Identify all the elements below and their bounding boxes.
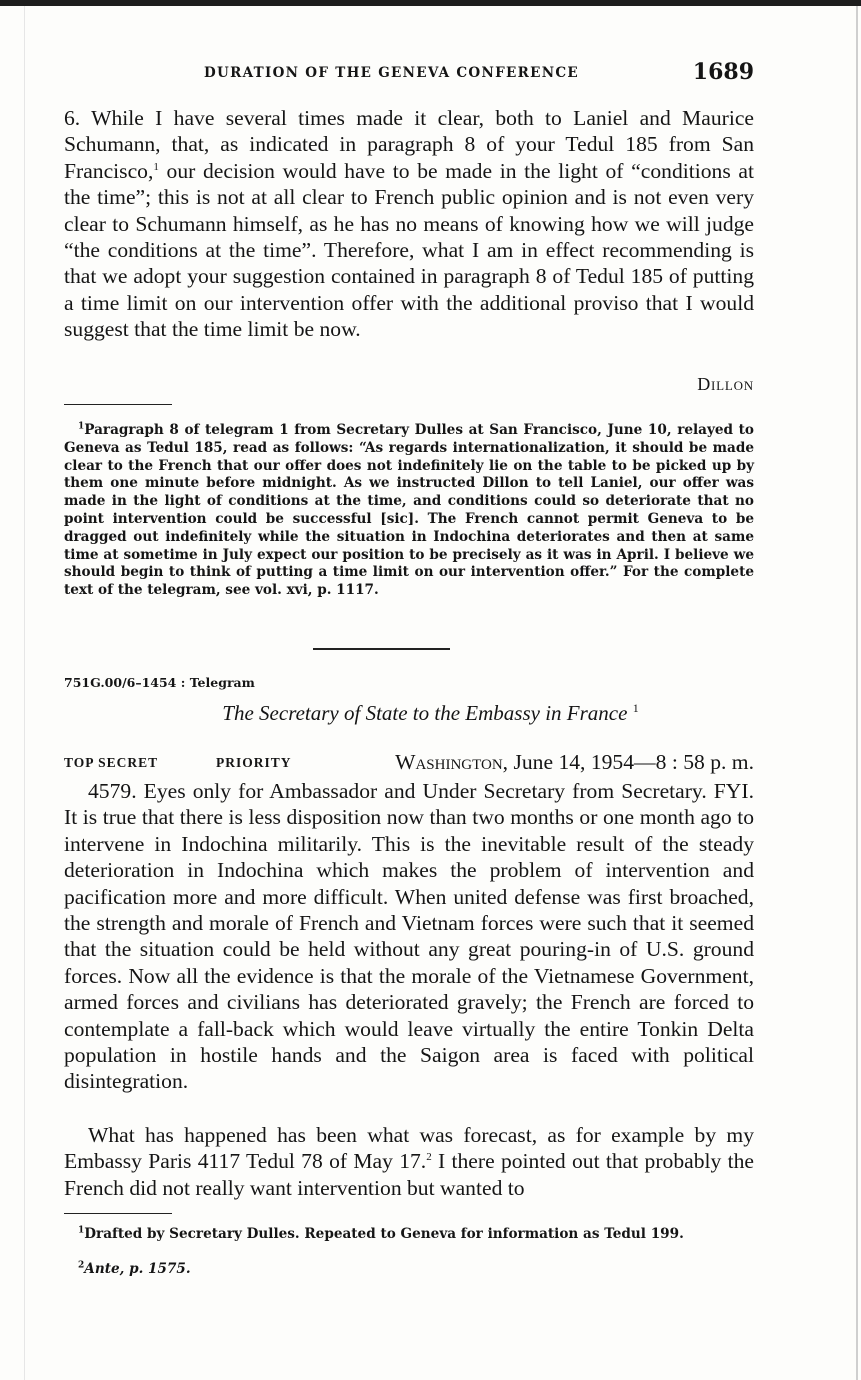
dateline xyxy=(395,750,754,775)
signature-dillon: Dillon xyxy=(697,374,754,394)
footnote-rule-top xyxy=(64,404,172,405)
paragraph-6 xyxy=(64,105,754,343)
section-divider xyxy=(313,648,450,650)
telegram-paragraph-2 xyxy=(64,1122,754,1201)
footnote-ref-1: 1 xyxy=(153,160,159,173)
document-title-text: The Secretary of State to the Embassy in France xyxy=(222,701,628,725)
footnote-bottom-2-text: Ante, p. 1575. xyxy=(84,1261,191,1277)
footnote-bottom-2 xyxy=(64,1261,754,1279)
precedence-label: PRIORITY xyxy=(216,755,292,770)
dateline-place: Washington xyxy=(395,750,503,774)
footnote-bottom-1-mark: 1 xyxy=(78,1225,85,1236)
paragraph-6-text-a: 6. While I have several times made it clear, both to Laniel and Maurice Schumann, that, as indicated in paragraph 8 of your Tedul 185 from San Francisco, xyxy=(64,106,754,183)
running-title: DURATION OF THE GENEVA CONFERENCE xyxy=(204,65,579,81)
footnote-bottom-1 xyxy=(64,1226,754,1244)
footnote-top-text: Paragraph 8 of telegram 1 from Secretary Dulles at San Francisco, June 10, relayed to Geneva as Tedul 185, read as follows: “As regards internationalization, it should be made clear to the French that our offer does not indefinitely lie on the table to be picked up by them one minute before midnight. As we instructed Dillon to tell Laniel, our offer was made in the light of conditions at the time, and conditions could so deteriorate that no point intervention could be successful [sic]. The French cannot permit Geneva to be dragged out indefinitely while the situation in Indochina deteriorates and then at same time at sometime in July expect our position to be precisely as it was in April. I believe we should begin to think of putting a time limit on our intervention offer.” For the complete text of the telegram, see vol. xvi, p. 1117. xyxy=(64,422,754,599)
telegram-paragraph-1: 4579. Eyes only for Ambassador and Under Secretary from Secretary. FYI. It is true that there is less disposition now than two months or one month ago to intervene in Indochina militarily. This is the inevitable result of the steady deterioration in Indochina which makes the problem of intervention and pacification more and more difficult. When united defense was first broached, the strength and morale of French and Vietnam forces were such that it seemed that the situation could be held without any great pouring-in of U.S. ground forces. Now all the evidence is that the morale of the Vietnamese Government, armed forces and civilians has deteriorated gravely; the French are forced to contemplate a fall-back which would leave virtually the entire Tonkin Delta population in hostile hands and the Saigon area is faced with political disintegration. xyxy=(64,779,754,1094)
classification-line xyxy=(64,750,754,776)
footnote-top xyxy=(64,422,754,600)
document-file-reference: 751G.00/6–1454 : Telegram xyxy=(64,675,255,690)
classification-label: TOP SECRET xyxy=(64,755,159,770)
footnote-top-mark: 1 xyxy=(78,421,85,432)
document-title xyxy=(0,701,861,726)
scan-left-edge xyxy=(24,6,25,1380)
scan-right-edge xyxy=(856,6,858,1380)
page-number: 1689 xyxy=(692,59,754,85)
dateline-date: , June 14, 1954—8 : 58 p. m. xyxy=(502,750,754,774)
footnote-bottom-2-mark: 2 xyxy=(78,1260,85,1271)
footnote-bottom-1-text: Drafted by Secretary Dulles. Repeated to Geneva for information as Tedul 199. xyxy=(84,1226,684,1242)
document-title-footnote-ref: 1 xyxy=(632,701,639,715)
telegram-paragraph-2-text-b: I there pointed out that probably the French did not really want intervention but wanted to xyxy=(64,1149,754,1200)
paragraph-6-text-b: our decision would have to be made in the light of “conditions at the time”; this is not at all clear to French public opinion and is not even very clear to Schumann himself, as he has no means of knowing how we will judge “the conditions at the time”. Therefore, what I am in effect recommending is that we adopt your suggestion contained in paragraph 8 of Tedul 185 of putting a time limit on our intervention offer with the additional proviso that I would suggest that the time limit be now. xyxy=(64,158,754,342)
footnote-rule-bottom xyxy=(64,1213,172,1214)
footnote-ref-2: 2 xyxy=(426,1151,432,1164)
telegram-paragraph-2-text-a: What has happened has been what was forecast, as for example by my Embassy Paris 4117 Tedul 78 of May 17. xyxy=(64,1123,754,1174)
running-head xyxy=(64,59,754,88)
page-top-border xyxy=(0,0,861,6)
